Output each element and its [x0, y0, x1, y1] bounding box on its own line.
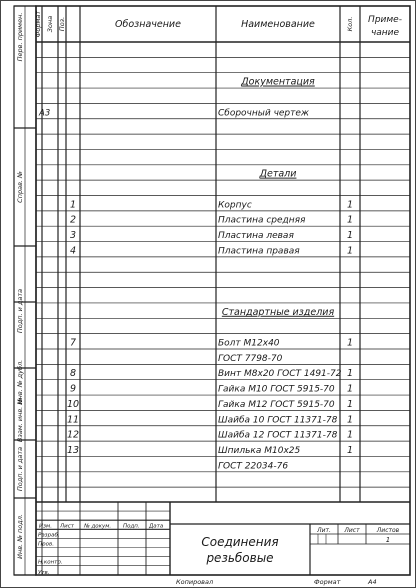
side-replace-inv: Взам. инв. № — [16, 397, 24, 443]
row-name: Гайка М12 ГОСТ 5915-70 — [218, 399, 335, 410]
row-format: А3 — [39, 108, 51, 119]
side-first-use: Перв. примен. — [16, 12, 24, 62]
row-quantity: 1 — [346, 414, 354, 426]
tb-lit-label: Лит. — [317, 527, 331, 534]
row-name: Шайба 12 ГОСТ 11371-78 — [218, 430, 338, 441]
row-position: 13 — [66, 444, 80, 456]
tb-change-label: Изм. — [39, 523, 52, 530]
side-sign-date-2: Подп. и дата — [16, 446, 24, 492]
row-position: 2 — [69, 214, 77, 226]
row-name: ГОСТ 22034-76 — [218, 461, 289, 472]
row-quantity: 1 — [346, 337, 354, 349]
header-name: Наименование — [241, 19, 315, 30]
row-quantity: 1 — [346, 398, 354, 410]
tb-list-label: Лист — [344, 527, 360, 534]
tb-sheets-value: 1 — [385, 536, 391, 544]
row-quantity: 1 — [346, 368, 354, 380]
row-quantity: 1 — [346, 429, 354, 441]
row-quantity: 1 — [346, 214, 354, 226]
row-position: 10 — [66, 398, 80, 410]
row-position: 8 — [69, 368, 77, 380]
table-row — [218, 354, 283, 364]
row-position: 3 — [69, 230, 77, 242]
tb-developed: Разраб. — [38, 532, 60, 539]
row-name: Пластина левая — [218, 231, 294, 242]
header-note-2: чание — [370, 28, 400, 38]
sheet-outline — [1, 1, 416, 588]
tb-sheet-label: Лист — [60, 523, 74, 530]
row-quantity: 1 — [346, 199, 354, 211]
header-format: Формат — [34, 10, 42, 38]
row-name: Пластина средняя — [218, 215, 306, 226]
row-position: 11 — [66, 414, 80, 426]
footer-copied: Копировал — [176, 578, 214, 586]
tb-doc-no-label: № докум. — [84, 523, 112, 530]
footer-format-value: А4 — [368, 578, 377, 586]
row-name: Болт М12х40 — [218, 338, 280, 349]
row-position: 1 — [69, 199, 77, 211]
footer-format-label: Формат — [314, 578, 341, 586]
side-inv-dup: Инв. № дубл. — [16, 359, 24, 405]
header-qty: Кол. — [346, 16, 354, 32]
row-name: Шайба 10 ГОСТ 11371-78 — [218, 415, 338, 426]
row-name: Винт М8х20 ГОСТ 1491-72 — [218, 369, 342, 380]
row-quantity: 1 — [346, 245, 354, 257]
row-name: Пластина правая — [218, 246, 300, 257]
side-inv-orig: Инв. № подл. — [16, 514, 24, 559]
table-row — [218, 461, 288, 471]
row-position: 4 — [69, 245, 77, 257]
row-position: 12 — [66, 429, 80, 441]
table-row — [240, 77, 315, 88]
row-name: Сборочный чертеж — [218, 108, 310, 119]
doc-title-line-2: резьбовые — [206, 551, 274, 565]
side-sign-date-1: Подп. и дата — [16, 288, 24, 334]
row-name: Корпус — [218, 200, 252, 211]
row-position: 9 — [69, 383, 77, 395]
header-designation: Обозначение — [115, 19, 181, 30]
header-pos: Поз. — [58, 16, 66, 32]
table-row — [259, 169, 297, 180]
tb-norm-control: Н.контр. — [38, 559, 63, 566]
tb-approved: Утв. — [38, 569, 50, 576]
row-name: Гайка М10 ГОСТ 5915-70 — [218, 384, 335, 395]
doc-title-line-1: Соединения — [201, 535, 279, 549]
row-name: ГОСТ 7798-70 — [218, 353, 283, 364]
row-quantity: 1 — [346, 383, 354, 395]
section-heading: Документация — [241, 76, 315, 88]
table-row — [222, 307, 335, 318]
tb-sheets-label: Листов — [376, 527, 400, 534]
tb-sign-label: Подп. — [123, 523, 140, 530]
side-ref-no: Справ. № — [16, 171, 24, 203]
section-heading: Стандартные изделия — [221, 306, 335, 318]
header-zone: Зона — [46, 15, 54, 33]
tb-date-label: Дата — [149, 523, 164, 530]
row-quantity: 1 — [346, 230, 354, 242]
tb-checked: Пров. — [38, 541, 54, 548]
section-heading: Детали — [259, 168, 297, 180]
header-note-1: Приме- — [368, 15, 402, 25]
row-quantity: 1 — [346, 444, 354, 456]
row-position: 7 — [69, 337, 77, 349]
row-name: Шпилька М10х25 — [218, 445, 301, 456]
